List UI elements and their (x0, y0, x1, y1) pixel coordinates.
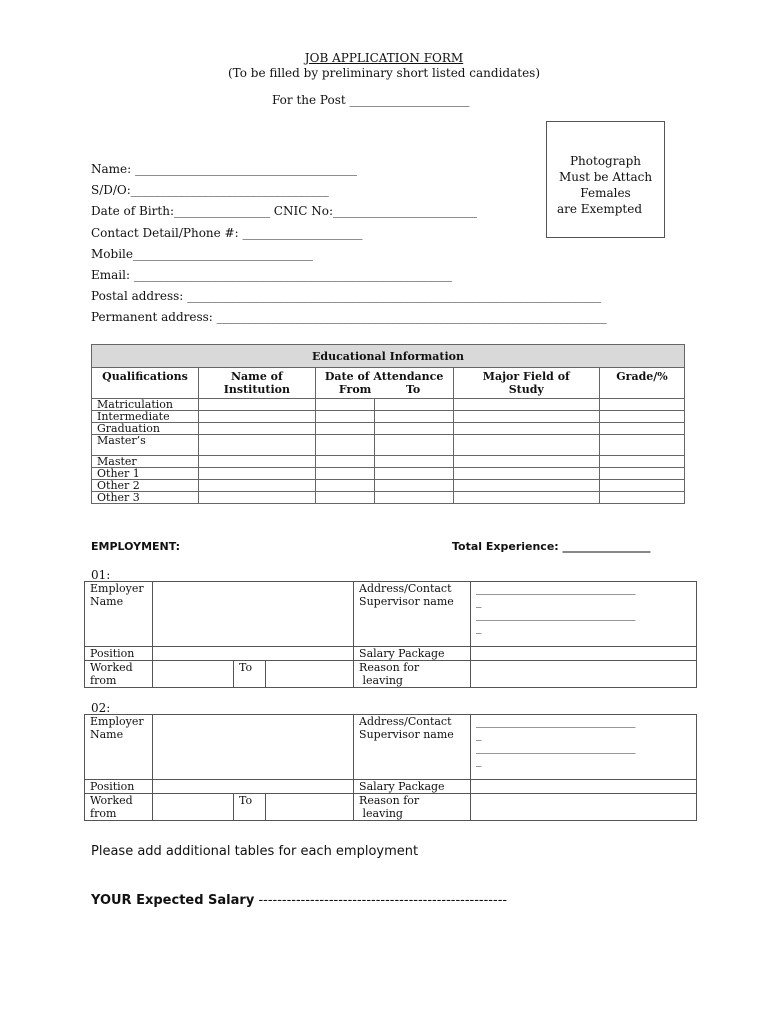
education-grade-cell[interactable] (600, 435, 685, 456)
education-row (92, 423, 685, 435)
education-qualification-label: Matriculation (92, 399, 199, 411)
dob-cnic-field[interactable]: Date of Birth:________________ CNIC No:________________________ (91, 204, 477, 218)
post-field[interactable]: For the Post ____________________ (272, 93, 470, 107)
photo-note-line-3: Females (580, 186, 631, 200)
education-qualification-label: Other 1 (92, 468, 199, 480)
col-attendance: Date of Attendance From To (315, 368, 453, 399)
worked-to-input[interactable] (266, 661, 354, 688)
col-qualifications: Qualifications (92, 368, 199, 399)
education-to-cell[interactable] (374, 411, 453, 423)
form-subtitle: (To be filled by preliminary short listed candidates) (227, 66, 541, 80)
education-grade-cell[interactable] (600, 411, 685, 423)
education-institution-cell[interactable] (198, 480, 315, 492)
salary-package-input[interactable] (471, 780, 697, 794)
education-major-cell[interactable] (453, 492, 600, 504)
position-input[interactable] (153, 647, 354, 661)
education-heading: Educational Information (92, 345, 685, 368)
employment-table (84, 581, 697, 688)
education-from-cell[interactable] (315, 399, 374, 411)
position-label: Position (85, 780, 153, 794)
reason-input[interactable] (471, 794, 697, 821)
col-grade: Grade/% (600, 368, 685, 399)
photo-note-line-1: Photograph (569, 154, 642, 168)
postal-address-field[interactable]: Postal address: _____________________________________________________________________ (91, 289, 602, 303)
worked-from-input[interactable] (153, 794, 234, 821)
worked-to-input[interactable] (266, 794, 354, 821)
education-grade-cell[interactable] (600, 492, 685, 504)
to-label: To (234, 794, 266, 821)
worked-from-label: Worked from (85, 794, 153, 821)
education-table (91, 344, 685, 504)
education-from-cell[interactable] (315, 423, 374, 435)
education-from-cell[interactable] (315, 456, 374, 468)
education-major-cell[interactable] (453, 435, 600, 456)
employer-name-input[interactable] (153, 582, 354, 647)
employment-number: 01: (91, 568, 111, 582)
reason-label: Reason for leaving (354, 661, 471, 688)
employment-number: 02: (91, 701, 111, 715)
education-qualification-label: Graduation (92, 423, 199, 435)
education-grade-cell[interactable] (600, 423, 685, 435)
photograph-box[interactable] (546, 121, 665, 238)
education-grade-cell[interactable] (600, 468, 685, 480)
permanent-address-field[interactable]: Permanent address: _________________________________________________________________ (91, 310, 607, 324)
total-experience-field[interactable]: Total Experience: ________________ (452, 540, 651, 553)
education-institution-cell[interactable] (198, 468, 315, 480)
education-from-cell[interactable] (315, 468, 374, 480)
employment-heading: EMPLOYMENT: (91, 540, 181, 553)
worked-from-input[interactable] (153, 661, 234, 688)
education-to-cell[interactable] (374, 423, 453, 435)
education-from-cell[interactable] (315, 411, 374, 423)
education-row (92, 411, 685, 423)
salary-package-label: Salary Package (354, 647, 471, 661)
education-row (92, 468, 685, 480)
position-input[interactable] (153, 780, 354, 794)
education-from-cell[interactable] (315, 435, 374, 456)
worked-from-label: Worked from (85, 661, 153, 688)
employment-table (84, 714, 697, 821)
salary-package-label: Salary Package (354, 780, 471, 794)
education-to-cell[interactable] (374, 435, 453, 456)
additional-tables-note: Please add additional tables for each employment (91, 844, 419, 859)
reason-label: Reason for leaving (354, 794, 471, 821)
education-qualification-label: Master (92, 456, 199, 468)
expected-salary-field[interactable] (91, 893, 507, 908)
education-major-cell[interactable] (453, 399, 600, 411)
col-institution: Name of Institution (198, 368, 315, 399)
education-grade-cell[interactable] (600, 399, 685, 411)
education-row (92, 492, 685, 504)
education-to-cell[interactable] (374, 468, 453, 480)
col-major: Major Field of Study (453, 368, 600, 399)
education-row (92, 399, 685, 411)
salary-package-input[interactable] (471, 647, 697, 661)
education-major-cell[interactable] (453, 480, 600, 492)
to-label: To (234, 661, 266, 688)
education-from-cell[interactable] (315, 492, 374, 504)
sdo-field[interactable]: S/D/O:_________________________________ (91, 183, 329, 197)
education-major-cell[interactable] (453, 456, 600, 468)
education-to-cell[interactable] (374, 492, 453, 504)
education-major-cell[interactable] (453, 423, 600, 435)
mobile-field[interactable]: Mobile______________________________ (91, 247, 313, 261)
education-grade-cell[interactable] (600, 456, 685, 468)
form-title: JOB APPLICATION FORM (304, 51, 464, 65)
photo-note-line-2: Must be Attach (558, 170, 653, 184)
employer-name-input[interactable] (153, 715, 354, 780)
address-label: Address/Contact Supervisor name (354, 582, 471, 647)
education-institution-cell[interactable] (198, 423, 315, 435)
education-row (92, 480, 685, 492)
address-input[interactable]: _____________________________ _ _____________________________ _ (471, 582, 697, 647)
email-field[interactable]: Email: _____________________________________________________ (91, 268, 452, 282)
education-to-cell[interactable] (374, 456, 453, 468)
education-institution-cell[interactable] (198, 492, 315, 504)
position-label: Position (85, 647, 153, 661)
education-to-cell[interactable] (374, 480, 453, 492)
education-from-cell[interactable] (315, 480, 374, 492)
photo-note-line-4: are Exempted (556, 202, 643, 216)
employer-name-label: Employer Name (85, 715, 153, 780)
education-major-cell[interactable] (453, 411, 600, 423)
name-field[interactable]: Name: _____________________________________ (91, 162, 357, 176)
employer-name-label: Employer Name (85, 582, 153, 647)
education-institution-cell[interactable] (198, 456, 315, 468)
reason-input[interactable] (471, 661, 697, 688)
expected-salary-line[interactable]: ----------------------------------------------------- (258, 893, 508, 908)
education-row (92, 435, 685, 456)
education-to-cell[interactable] (374, 399, 453, 411)
education-qualification-label: Intermediate (92, 411, 199, 423)
education-qualification-label: Other 2 (92, 480, 199, 492)
contact-field[interactable]: Contact Detail/Phone #: ____________________ (91, 226, 363, 240)
address-label: Address/Contact Supervisor name (354, 715, 471, 780)
expected-salary-label: YOUR Expected Salary (91, 893, 255, 908)
education-grade-cell[interactable] (600, 480, 685, 492)
education-institution-cell[interactable] (198, 435, 315, 456)
education-institution-cell[interactable] (198, 411, 315, 423)
address-input[interactable]: _____________________________ _ _____________________________ _ (471, 715, 697, 780)
education-qualification-label: Master’s (92, 435, 199, 456)
education-row (92, 456, 685, 468)
education-major-cell[interactable] (453, 468, 600, 480)
education-qualification-label: Other 3 (92, 492, 199, 504)
education-institution-cell[interactable] (198, 399, 315, 411)
